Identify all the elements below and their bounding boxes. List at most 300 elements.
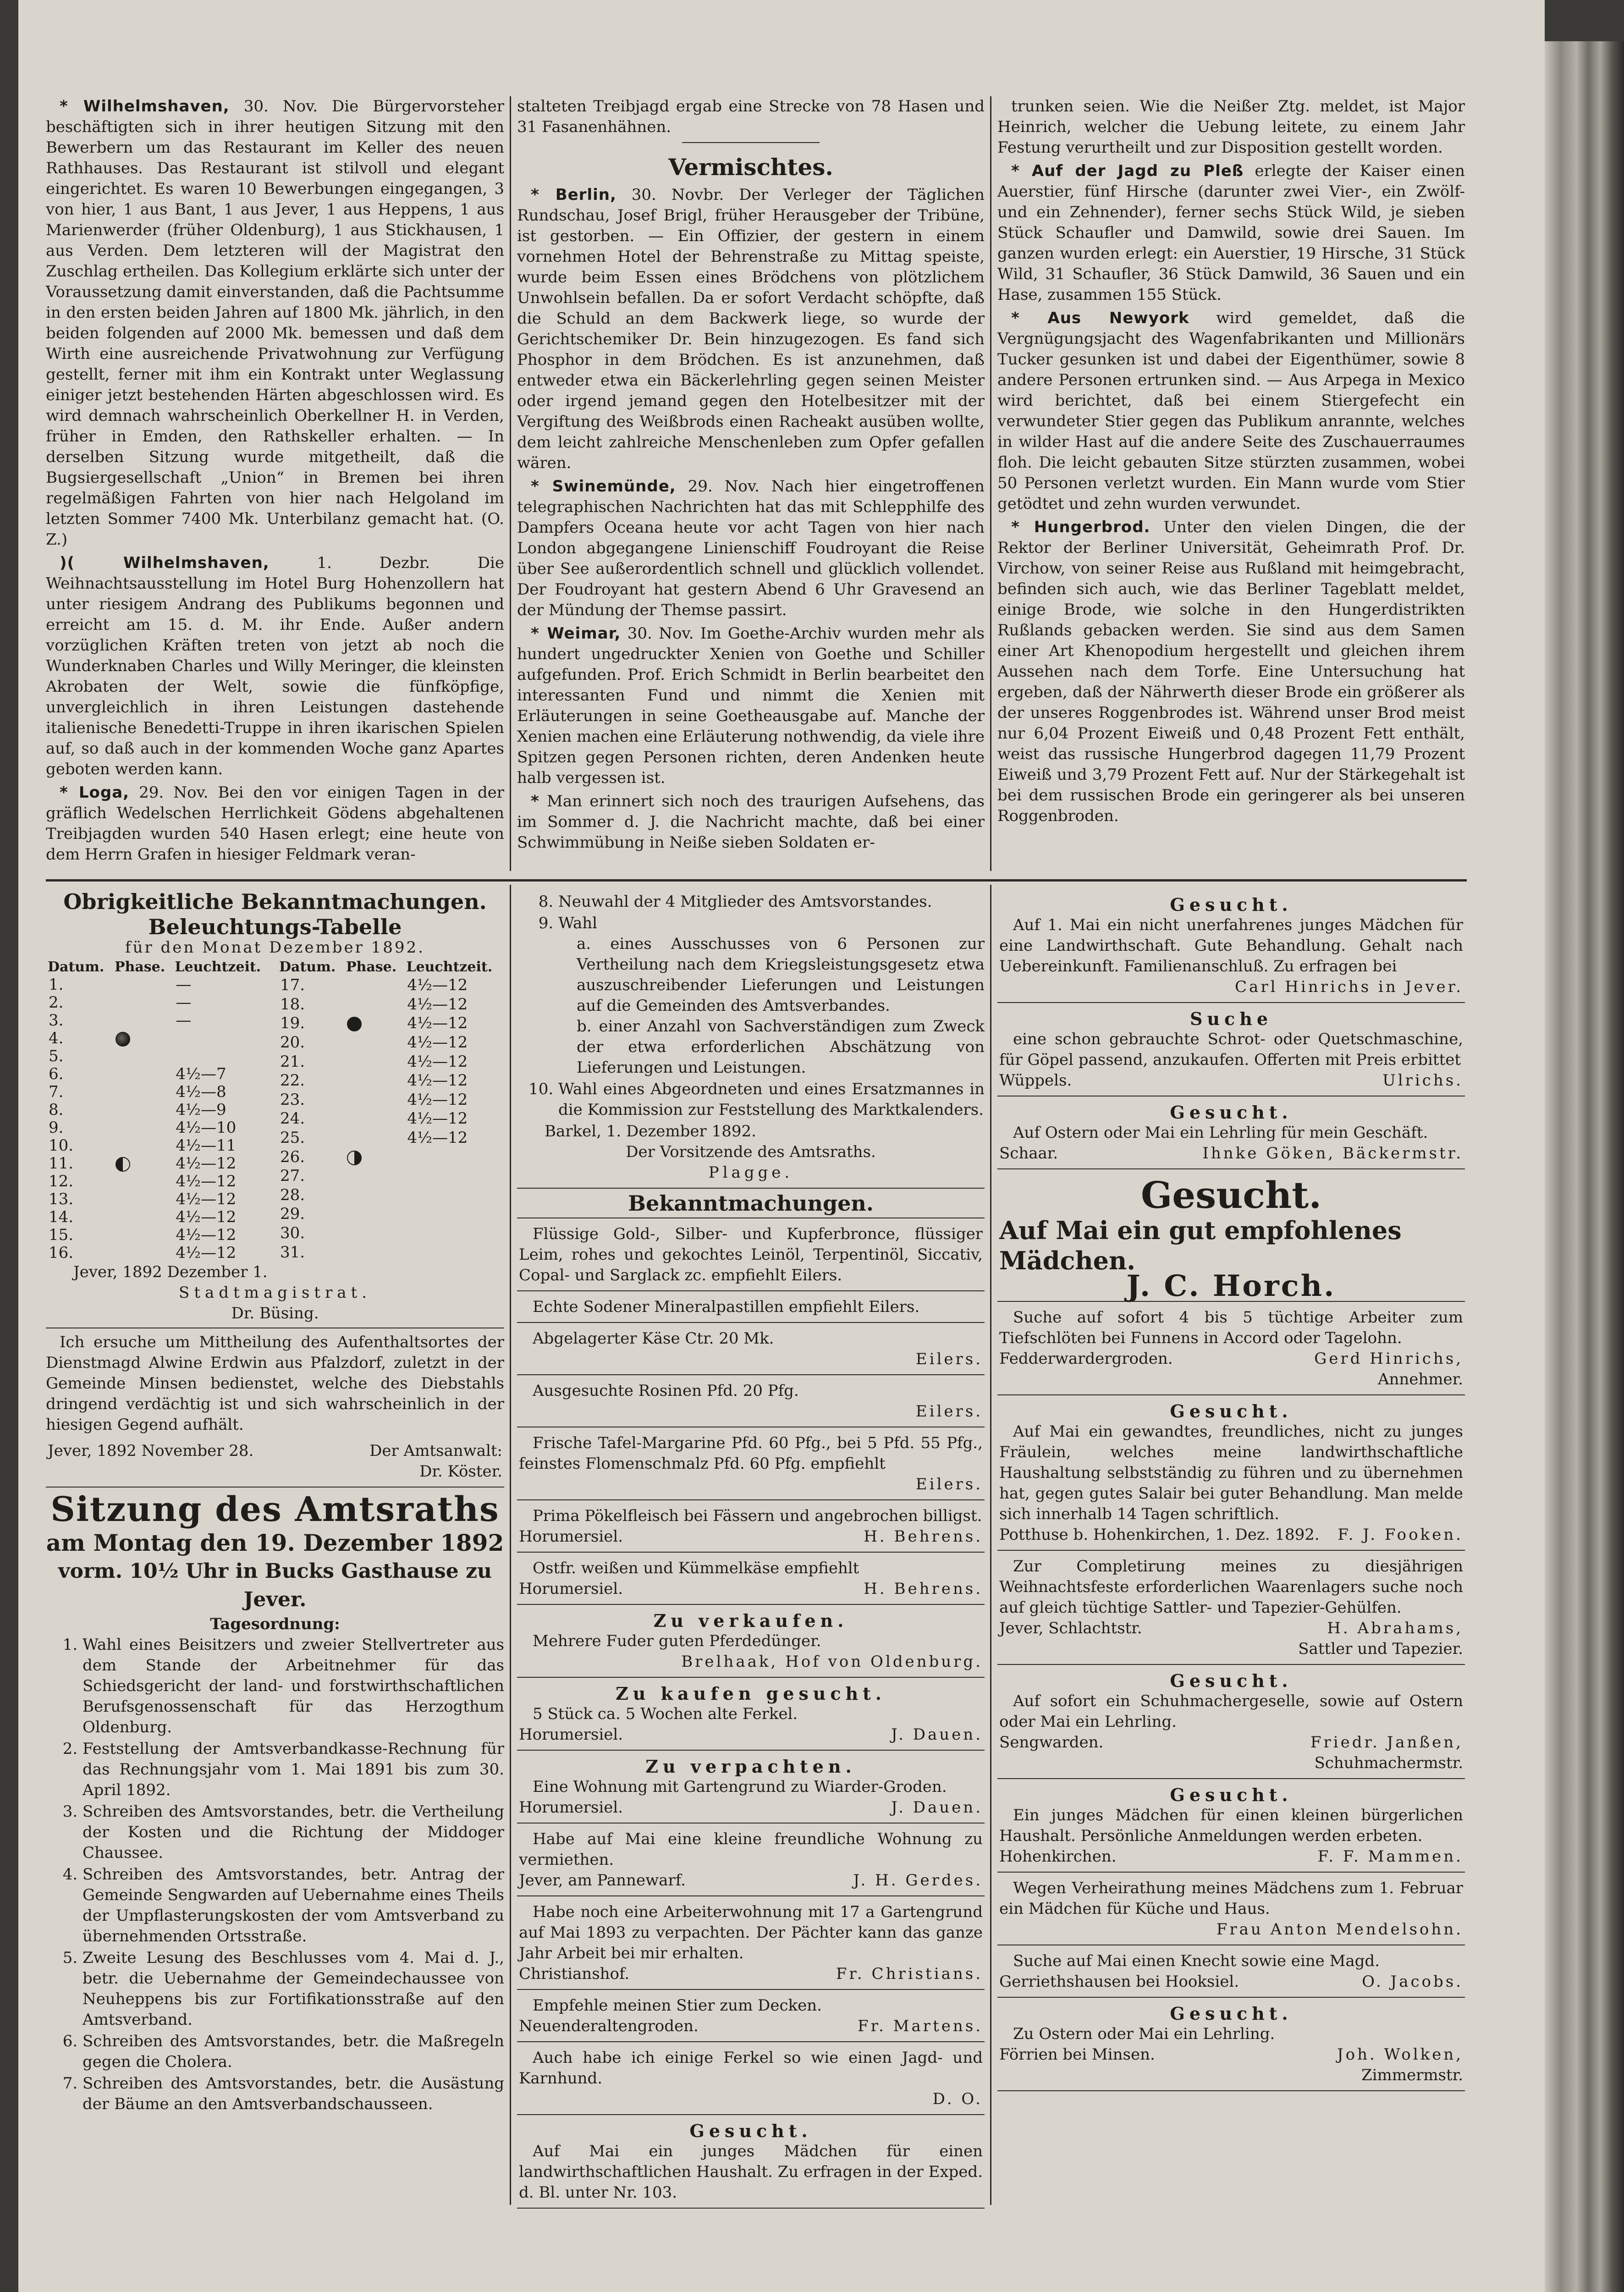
phase-cell xyxy=(344,1147,404,1167)
lighting-time-cell xyxy=(173,1047,273,1065)
lighting-time-cell: 4½—10 xyxy=(176,1118,237,1137)
top-middle-column xyxy=(517,96,985,856)
ad-signature: Fr. Martens. xyxy=(858,2017,983,2035)
wanted-notice: Ich ersuche um Mittheilung des Aufenthaltsortes der Dienstmagd Alwine Erdwin aus Pfalzdorf, zuletzt in der Gemeinde Minsen bedienstet, welche des Diebstahls dringend verdächtig ist und sich wahrscheinlich in der hiesigen Gegend aufhält. xyxy=(46,1333,504,1434)
ad-signature-row xyxy=(519,2016,983,2037)
ad-text: Ein junges Mädchen für einen kleinen bürgerlichen Haushalt. Persönliche Anmeldungen werden erbeten. xyxy=(999,1806,1463,1845)
article-dateline: * Swinemünde, xyxy=(531,477,676,496)
ad-place: Fedderwardergroden. xyxy=(999,1350,1173,1368)
ad-title: Zu verpachten. xyxy=(645,1756,856,1777)
advertisement xyxy=(517,1608,985,1678)
moon-phase-icon xyxy=(347,1151,362,1165)
lighting-table-left xyxy=(46,958,273,1262)
date-cell: 18. xyxy=(280,995,305,1014)
phase-cell xyxy=(344,1205,404,1224)
phase-cell xyxy=(344,1033,404,1052)
phase-cell xyxy=(344,1014,404,1033)
lighting-time-cell xyxy=(404,1224,504,1243)
lighting-time-cell: 4½—9 xyxy=(176,1101,226,1119)
date-cell: 28. xyxy=(280,1185,305,1204)
ad-signature: Fr. Christians. xyxy=(836,1965,983,1983)
table-signature-office: Stadtmagistrat. xyxy=(179,1284,371,1302)
ad-title: Gesucht. xyxy=(1170,1785,1293,1805)
article-dateline: * Aus Newyork xyxy=(1011,309,1189,327)
phase-cell xyxy=(344,1167,404,1186)
advertisement xyxy=(997,1782,1465,1873)
agenda-item: 2. Feststellung der Amtsverbandkasse-Rechnung für das Rechnungsjahr vom 1. Mai 1891 bis zum 30. April 1892. xyxy=(83,1739,504,1801)
lighting-time-cell xyxy=(404,1243,504,1262)
advertisement xyxy=(517,1826,985,1896)
article xyxy=(997,161,1465,305)
lighting-time-cell: 4½—12 xyxy=(407,1014,468,1033)
ad-signature: Frau Anton Mendelsohn. xyxy=(1216,1920,1463,1939)
lighting-time-cell: 4½—12 xyxy=(407,1109,468,1128)
table-row xyxy=(46,976,273,994)
advertisement xyxy=(517,1753,985,1824)
advertisement xyxy=(517,1221,985,1291)
advertisement xyxy=(997,1305,1465,1395)
ad-text: 5 Stück ca. 5 Wochen alte Ferkel. xyxy=(533,1705,798,1723)
table-row xyxy=(46,1101,273,1119)
ad-text: Suche auf sofort 4 bis 5 tüchtige Arbeiter zum Tiefschlöten bei Funnens in Accord oder Tagelohn. xyxy=(999,1308,1463,1347)
article-dateline: * Wilhelmshaven, xyxy=(60,97,230,116)
phase-cell xyxy=(344,995,404,1014)
lighting-time-cell: — xyxy=(176,993,192,1012)
advertisement xyxy=(517,1555,985,1605)
phase-cell xyxy=(344,1091,404,1110)
col-header: Leuchtzeit. xyxy=(175,959,261,975)
amtsrath-sign-office: Der Vorsitzende des Amtsraths. xyxy=(626,1143,876,1161)
lighting-time-cell xyxy=(404,1167,504,1186)
lighting-time-cell xyxy=(404,1147,504,1167)
phase-cell xyxy=(344,1243,404,1262)
phase-cell xyxy=(113,994,173,1012)
ad-text: Auf Mai ein gewandtes, freundliches, nicht zu junges Fräulein, welches meine landwirthschaftliche Haushaltung selbstständig zu führen und zu übernehmen hat, gegen gutes Salair bei guter Behandlung. Man melde sich innerhalb 14 Tagen schriftlich. xyxy=(999,1422,1463,1523)
advertisement xyxy=(997,1099,1465,1169)
lighting-time-cell: 4½—12 xyxy=(176,1226,237,1244)
agenda-label: Tagesordnung: xyxy=(210,1615,340,1633)
ad-signature-row xyxy=(999,1732,1463,1753)
ad-text: Habe noch eine Arbeiterwohnung mit 17 a Gartengrund auf Mai 1893 zu verpachten. Der Pächter kann das ganze Jahr Arbeit bei mir erhalten. xyxy=(519,1903,983,1962)
agenda-item-label: Wahl xyxy=(558,914,598,932)
ad-place: Hohenkirchen. xyxy=(999,1847,1117,1866)
advertisement xyxy=(997,1668,1465,1779)
article-text: 29. Nov. Nach hier eingetroffenen telegraphischen Nachrichten hat das mit Schlepphilfe des Dampfers Oceana heute vor acht Tagen von hier nach London abgegangene Linienschiff Foudroyant die Reise über See außerordentlich schnell und glücklich vollendet. Der Foudroyant hat gestern Abend 6 Uhr Gravesend an der Mündung der Themse passirt. xyxy=(517,477,985,619)
lighting-time-cell: 4½—7 xyxy=(176,1065,226,1083)
lighting-time-cell: 4½—12 xyxy=(176,1208,237,1226)
date-cell: 20. xyxy=(280,1033,305,1052)
table-signature-name: Dr. Büsing. xyxy=(231,1304,319,1322)
ad-signature: Eilers. xyxy=(915,1402,983,1421)
lighting-table-subtitle: für den Monat Dezember 1892. xyxy=(125,938,425,957)
ad-signature-row xyxy=(519,1401,983,1422)
table-row xyxy=(46,1244,273,1262)
table-row xyxy=(46,1173,273,1190)
official-heading: Obrigkeitliche Bekanntmachungen. xyxy=(63,889,487,914)
table-row xyxy=(277,1205,504,1224)
table-row xyxy=(46,1155,273,1173)
ad-signature: Ihnke Göken, Bäckermstr. xyxy=(1202,1144,1463,1163)
table-row xyxy=(277,1129,504,1148)
announcements-heading: Bekanntmachungen. xyxy=(628,1191,874,1216)
ad-text: eine schon gebrauchte Schrot- oder Quetschmaschine, für Göpel passend, anzukaufen. Offerten mit Preis erbittet xyxy=(999,1030,1463,1069)
ad-signature: O. Jacobs. xyxy=(1362,1972,1463,1991)
lighting-time-cell: — xyxy=(176,975,192,994)
ad-place: Förrien bei Minsen. xyxy=(999,2045,1155,2064)
ad-signature-row xyxy=(519,1725,983,1745)
advertisement xyxy=(517,1294,985,1323)
table-row xyxy=(46,1065,273,1083)
ad-signature: Brelhaak, Hof von Oldenburg. xyxy=(681,1653,983,1671)
ad-signature: Eilers. xyxy=(915,1475,983,1493)
moon-phase-icon xyxy=(116,1032,130,1047)
date-cell: 22. xyxy=(280,1071,305,1090)
newspaper-page xyxy=(18,0,1545,2292)
phase-cell xyxy=(113,1244,173,1262)
agenda-item: 6. Schreiben des Amtsvorstandes, betr. die Maßregeln gegen die Cholera. xyxy=(83,2031,504,2072)
phase-cell xyxy=(113,1083,173,1101)
advertisement xyxy=(997,1398,1465,1551)
ad-signature-row xyxy=(999,1846,1463,1867)
table-row xyxy=(277,1014,504,1033)
ad-title: Suche xyxy=(1189,1008,1272,1029)
date-cell: 9. xyxy=(49,1118,64,1137)
article-dateline: * Loga, xyxy=(60,783,130,802)
ad-signature: H. Behrens. xyxy=(864,1527,983,1546)
advertisement xyxy=(517,1430,985,1500)
article-text: 30. Nov. Die Bürgervorsteher beschäftigten sich in ihrer heutigen Sitzung mit den Bewerbern um das Restaurant im Keller des neuen Rathhauses. Das Restaurant ist stilvoll und elegant eingerichtet. Es waren 10 Bewerbungen eingegangen, 3 von hier, 1 aus Bant, 1 aus Jever, 1 aus Heppens, 1 aus Marienwerder (früher Oldenburg), 1 aus Stickhausen, 1 aus Verden. Dem letzteren will der Magistrat den Zuschlag ertheilen. Das Kollegium erklärte sich unter der Voraussetzung damit einverstanden, daß die Pachtsumme in den ersten beiden Jahren auf 1800 Mk. jährlich, in den beiden folgenden auf 2000 Mk. bemessen und daß dem Wirth eine ausreichende Privatwohnung zur Verfügung gestellt, ferner mit ihm ein Kontrakt unter Weglassung einiger jetzt bestehenden Härten abgeschlossen wird. Es wird demnach wahrscheinlich Oberkellner H. in Verden, früher in Emden, den Rathskeller erhalten. — In derselben Sitzung wurde mitgetheilt, daß die Bugsiergesellschaft „Union“ in Bremen bei ihren regelmäßigen Fahrten von hier nach Helgoland im letzten Sommer 7400 Mk. Unterbilanz gemacht hat. (O. Z.) xyxy=(46,97,504,549)
article xyxy=(46,553,504,780)
lighting-time-cell: 4½—12 xyxy=(407,1129,468,1147)
table-row xyxy=(277,995,504,1014)
article xyxy=(46,782,504,865)
advertisement xyxy=(997,1875,1465,1945)
table-row xyxy=(46,1119,273,1137)
ad-signature-row xyxy=(999,1525,1463,1545)
ad-signature-row xyxy=(519,1797,983,1818)
classified-ads-column xyxy=(997,892,1465,2094)
date-cell: 24. xyxy=(280,1109,305,1128)
advertisement xyxy=(517,1993,985,2042)
ad-title: Zu kaufen gesucht. xyxy=(616,1683,886,1704)
date-cell: 3. xyxy=(49,1011,64,1030)
date-cell: 13. xyxy=(49,1190,74,1208)
notice-place-date: Jever, 1892 November 28. xyxy=(48,1442,254,1460)
lighting-time-cell xyxy=(404,1205,504,1224)
ad-title: Gesucht. xyxy=(1170,2003,1293,2024)
ad-text: Auf Ostern oder Mai ein Lehrling für mein Geschäft. xyxy=(1013,1124,1428,1142)
ad-text: Auf Mai ein gut empfohlenes Mädchen. xyxy=(999,1216,1402,1275)
date-cell: 8. xyxy=(49,1101,64,1119)
table-row xyxy=(277,1091,504,1110)
phase-cell xyxy=(113,976,173,994)
table-row xyxy=(277,1052,504,1071)
ad-place: Horumersiel. xyxy=(519,1725,623,1744)
phase-cell xyxy=(113,1226,173,1244)
ad-place: Horumersiel. xyxy=(519,1580,623,1598)
table-row xyxy=(46,1190,273,1208)
agenda-item: 4. Schreiben des Amtsvorstandes, betr. Antrag der Gemeinde Sengwarden auf Uebernahme eines Theils der Umpflasterungskosten der vom Amtsverband zu übernehmenden Ortsstraße. xyxy=(83,1864,504,1947)
date-cell: 10. xyxy=(49,1136,74,1155)
ad-signature: F. F. Mammen. xyxy=(1317,1847,1463,1866)
column-divider xyxy=(510,885,511,2205)
table-row xyxy=(277,1243,504,1262)
phase-cell xyxy=(344,976,404,995)
ad-advertiser: J. C. Horch. xyxy=(1126,1269,1336,1303)
table-row xyxy=(277,1224,504,1243)
table-row xyxy=(46,1030,273,1047)
agenda-subitem: a. eines Ausschusses von 6 Personen zur Vertheilung nach dem Kriegsleistungsgesetz etwa auszuschreibender Lieferungen und Leistungen auf die Gemeinden des Amtsverbandes. xyxy=(577,935,985,1015)
ad-title: Gesucht. xyxy=(1170,1102,1293,1123)
table-row xyxy=(277,1186,504,1205)
ad-place: Potthuse b. Hohenkirchen, 1. Dez. 1892. xyxy=(999,1526,1320,1544)
agenda-item: 3. Schreiben des Amtsvorstandes, betr. die Vertheilung der Kosten und die Richtung der Middoger Chaussee. xyxy=(83,1802,504,1863)
table-row xyxy=(277,976,504,995)
ad-signature-row xyxy=(999,1972,1463,1992)
table-row xyxy=(46,1047,273,1065)
date-cell: 4. xyxy=(49,1029,64,1047)
ad-text: Prima Pökelfleisch bei Fässern und angebrochen billigst. xyxy=(533,1507,982,1525)
table-row xyxy=(46,1137,273,1155)
ad-place: Jever, Schlachtstr. xyxy=(999,1619,1142,1637)
ad-title: Zu verkaufen. xyxy=(653,1610,848,1631)
phase-cell xyxy=(113,1190,173,1208)
column-divider xyxy=(990,885,991,2205)
ad-text: Habe auf Mai eine kleine freundliche Wohnung zu vermiethen. xyxy=(519,1830,983,1869)
ad-text: Abgelagerter Käse Ctr. 20 Mk. xyxy=(533,1329,774,1348)
ad-signature: Joh. Wolken, xyxy=(1337,2045,1463,2064)
phase-cell xyxy=(344,1224,404,1243)
advertisement xyxy=(997,2000,1465,2091)
ad-signature-row xyxy=(999,2044,1463,2065)
table-row xyxy=(46,994,273,1012)
ad-signature: F. J. Fooken. xyxy=(1338,1526,1463,1544)
advertisement xyxy=(517,1899,985,1990)
table-row xyxy=(277,1109,504,1129)
ad-text: Auch habe ich einige Ferkel so wie einen Jagd- und Karnhund. xyxy=(519,2049,983,2088)
advertisement xyxy=(517,1503,985,1553)
ad-signature-row xyxy=(999,1070,1463,1091)
date-cell: 1. xyxy=(49,975,64,994)
ad-place: Christianshof. xyxy=(519,1965,630,1983)
table-row xyxy=(46,1226,273,1244)
advertisement xyxy=(517,1378,985,1427)
agenda-item xyxy=(558,913,985,1078)
phase-cell xyxy=(344,1186,404,1205)
top-left-column xyxy=(46,96,504,868)
lighting-time-cell: 4½—11 xyxy=(176,1136,237,1155)
ad-text: Zur Completirung meines zu diesjährigen Weihnachtsfeste erforderlichen Waarenlagers suche noch auf gleich tüchtige Sattler- und Tapezier-Gehülfen. xyxy=(999,1557,1463,1617)
article-text: 29. Nov. Bei den vor einigen Tagen in der gräflich Wedelschen Herrlichkeit Gödens abgehaltenen Treibjagden wurden 540 Hasen erlegt; eine heute von dem Herrn Grafen in hiesiger Feldmark veran- xyxy=(46,783,504,864)
lighting-time-cell: 4½—12 xyxy=(407,976,468,995)
ad-text: Ausgesuchte Rosinen Pfd. 20 Pfg. xyxy=(533,1382,799,1400)
phase-cell xyxy=(113,1208,173,1226)
ad-signature: Eilers. xyxy=(915,1350,983,1368)
ad-title: Gesucht. xyxy=(1170,1401,1293,1421)
article xyxy=(997,517,1465,826)
column-divider xyxy=(990,96,991,871)
phase-cell xyxy=(113,1030,173,1047)
ad-signature-row xyxy=(519,1526,983,1547)
lighting-table-title: Beleuchtungs-Tabelle xyxy=(148,915,402,939)
continuation-text: stalteten Treibjagd ergab eine Strecke von 78 Hasen und 31 Fasanenhähnen. xyxy=(517,97,985,136)
article-text: 30. Nov. Im Goethe-Archiv wurden mehr als hundert ungedruckter Xenien von Goethe und Schiller aufgefunden. Prof. Erich Schmidt in Berlin bearbeitet den interessanten Fund und nimmt die Xenien mit Erläuterungen in seine Goetheausgabe auf. Manche der Xenien machen eine Erläuterung nothwendig, da viele ihre Spitzen gegen Personen richten, deren Andenken heute halb vergessen ist. xyxy=(517,624,985,787)
date-cell: 14. xyxy=(49,1208,74,1226)
ad-place: Wüppels. xyxy=(999,1071,1072,1090)
date-cell: 30. xyxy=(280,1224,305,1243)
article-dateline: * Auf der Jagd zu Pleß xyxy=(1011,162,1244,180)
ad-signature: D. O. xyxy=(932,2090,983,2108)
section-divider xyxy=(46,879,1467,882)
ad-place: Horumersiel. xyxy=(519,1527,623,1546)
ad-place: Horumersiel. xyxy=(519,1798,623,1817)
article xyxy=(517,185,985,474)
table-row xyxy=(277,1147,504,1167)
ad-signature-row xyxy=(519,1579,983,1599)
ad-text: Frische Tafel-Margarine Pfd. 60 Pfg., bei 5 Pfd. 55 Pfg., feinstes Flomenschmalz Pfd. 60 Pfg. empfiehlt xyxy=(519,1434,983,1473)
ad-signature-row xyxy=(999,1143,1463,1164)
phase-cell xyxy=(113,1101,173,1119)
lighting-time-cell: 4½—12 xyxy=(176,1154,237,1173)
ad-text: Zu Ostern oder Mai ein Lehrling. xyxy=(1013,2025,1275,2043)
table-row xyxy=(46,1083,273,1101)
phase-cell xyxy=(113,1119,173,1137)
advertisement xyxy=(997,892,1465,1003)
lighting-time-cell: 4½—8 xyxy=(176,1083,226,1101)
date-cell: 17. xyxy=(280,976,305,995)
advertisement xyxy=(517,2118,985,2209)
agenda-item: 8. Neuwahl der 4 Mitglieder des Amtsvorstandes. xyxy=(558,892,985,912)
ad-text: Eine Wohnung mit Gartengrund zu Wiarder-Groden. xyxy=(533,1778,947,1796)
phase-cell xyxy=(113,1155,173,1173)
agenda-item: 7. Schreiben des Amtsvorstandes, betr. die Ausästung der Bäume an den Amtsverbandschausseen. xyxy=(83,2073,504,2115)
ad-signature-title: Sattler und Tapezier. xyxy=(1298,1640,1463,1658)
date-cell: 21. xyxy=(280,1052,305,1071)
amtsrath-title: Sitzung des Amtsraths xyxy=(50,1490,500,1529)
advertisement xyxy=(997,1172,1465,1302)
ad-text: Auf 1. Mai ein nicht unerfahrenes junges Mädchen für eine Landwirthschaft. Gute Behandlung. Gehalt nach Uebereinkunft. Familienanschluß. Zu erfragen bei xyxy=(999,916,1463,975)
left-gutter xyxy=(0,0,18,2292)
article xyxy=(517,476,985,621)
ad-signature: J. Dauen. xyxy=(891,1798,983,1817)
ad-place: Jever, am Pannewarf. xyxy=(519,1871,686,1890)
article-text: Man erinnert sich noch des traurigen Aufsehens, das im Sommer d. J. die Nachricht machte, daß bei einer Schwimmübung in Neiße sieben Soldaten er- xyxy=(517,792,985,852)
lighting-time-cell: 4½—12 xyxy=(407,1033,468,1052)
ad-signature: Carl Hinrichs in Jever. xyxy=(1235,978,1463,996)
vermischtes-heading: Vermischtes. xyxy=(668,154,833,181)
date-cell: 2. xyxy=(49,993,64,1012)
moon-phase-icon xyxy=(116,1157,130,1172)
date-cell: 15. xyxy=(49,1226,74,1244)
agenda-subitem: b. einer Anzahl von Sachverständigen zum Zweck der etwa erforderlichen Abschätzung von Lieferungen und Leistungen. xyxy=(577,1017,985,1077)
article-dateline: )( Wilhelmshaven, xyxy=(60,554,270,572)
table-signature-place: Jever, 1892 Dezember 1. xyxy=(73,1263,268,1281)
notice-office: Der Amtsanwalt: xyxy=(369,1442,502,1460)
article-dateline: * Berlin, xyxy=(531,186,617,204)
lighting-time-cell: 4½—12 xyxy=(407,995,468,1014)
article-text: Unter den vielen Dingen, die der Rektor der Berliner Universität, Geheimrath Prof. Dr. Virchow, von seiner Reise aus Rußland mit heimgebracht, befinden sich auch, wie das Berliner Tageblatt meldet, einige Brode, wie solche in den Hungerdistrikten Rußlands gebacken werden. Sie sind aus dem Samen einer Art Khenopodium hergestellt und gleichen ihrem Aussehen nach dem Torfe. Eine Untersuchung hat ergeben, daß der Nährwerth dieser Brode ein größerer als der unseres Roggenbrodes ist. Während unser Brod meist nur 6,04 Prozent Eiweiß und 0,48 Prozent Fett enthält, weist das russische Hungerbrod dagegen 11,79 Prozent Eiweiß und 3,79 Prozent Fett auf. Nur der Stärkegehalt ist bei dem russischen Brode ein geringerer als bei unseren Roggenbroden. xyxy=(997,518,1465,825)
date-cell: 23. xyxy=(280,1090,305,1109)
ad-text: Auf sofort ein Schuhmachergeselle, sowie auf Ostern oder Mai ein Lehrling. xyxy=(999,1692,1463,1731)
date-cell: 7. xyxy=(49,1083,64,1101)
ad-signature-row xyxy=(999,1919,1463,1940)
amtsrath-time-place: vorm. 10½ Uhr in Bucks Gasthause zu Jever. xyxy=(58,1559,492,1611)
date-cell: 27. xyxy=(280,1167,305,1185)
ad-text: Suche auf Mai einen Knecht sowie eine Magd. xyxy=(1013,1952,1380,1970)
lighting-time-cell: — xyxy=(176,1011,192,1030)
ad-signature: J. Dauen. xyxy=(891,1725,983,1744)
ad-title: Gesucht. xyxy=(1170,1670,1293,1691)
official-notices-column xyxy=(46,889,504,2116)
ad-title: Gesucht. xyxy=(1170,894,1293,915)
ad-signature: Ulrichs. xyxy=(1382,1071,1463,1090)
table-row xyxy=(277,1167,504,1186)
ad-signature-row xyxy=(519,1474,983,1495)
lighting-time-cell: 4½—12 xyxy=(176,1172,237,1190)
lighting-time-cell: 4½—12 xyxy=(407,1090,468,1109)
phase-cell xyxy=(113,1047,173,1065)
ad-place: Sengwarden. xyxy=(999,1733,1104,1752)
ad-text: Echte Sodener Mineralpastillen empfiehlt Eilers. xyxy=(533,1298,920,1316)
ad-signature: Friedr. Janßen, xyxy=(1310,1733,1463,1752)
ad-signature-row xyxy=(519,1349,983,1370)
ad-signature-row xyxy=(999,1349,1463,1369)
amtsrath-sign-place: Barkel, 1. Dezember 1892. xyxy=(545,1122,756,1140)
ad-big-title: Gesucht. xyxy=(1140,1174,1322,1217)
ad-signature: H. Behrens. xyxy=(864,1580,983,1598)
advertisement xyxy=(517,2045,985,2115)
agenda-item: 10. Wahl eines Abgeordneten und eines Ersatzmannes in die Kommission zur Feststellung des Marktkalenders. xyxy=(558,1079,985,1120)
phase-cell xyxy=(113,1012,173,1030)
ad-signature-title: Zimmermstr. xyxy=(1361,2066,1463,2084)
table-row xyxy=(277,1071,504,1091)
col-header: Leuchtzeit. xyxy=(406,959,493,975)
agenda-item: 1. Wahl eines Beisitzers und zweier Stellvertreter aus dem Stande der Arbeitnehmer für das Schiedsgericht der land- und forstwirthschaftlichen Berufsgenossenschaft für das Herzogthum Oldenburg. xyxy=(83,1635,504,1738)
notice-name: Dr. Köster. xyxy=(419,1462,502,1481)
article-dateline: * Weimar, xyxy=(531,624,621,643)
date-cell: 6. xyxy=(49,1065,64,1083)
ad-signature-row xyxy=(519,1964,983,1984)
divider xyxy=(517,1188,985,1189)
date-cell: 29. xyxy=(280,1205,305,1223)
col-header: Datum. xyxy=(48,959,105,975)
ad-signature-row xyxy=(999,1618,1463,1639)
article-dateline: * xyxy=(531,792,539,810)
date-cell: 26. xyxy=(280,1147,305,1166)
table-row xyxy=(46,1208,273,1226)
lighting-time-cell xyxy=(404,1186,504,1205)
ad-title: Gesucht. xyxy=(689,2121,812,2141)
phase-cell xyxy=(344,1052,404,1071)
advertisement xyxy=(997,1948,1465,1998)
ad-text: Wegen Verheirathung meines Mädchens zum 1. Februar ein Mädchen für Küche und Haus. xyxy=(999,1879,1463,1918)
date-cell: 19. xyxy=(280,1014,305,1033)
page-edges xyxy=(1545,0,1624,2292)
lighting-table-right xyxy=(277,958,504,1262)
top-right-column xyxy=(997,96,1465,829)
col-header: Phase. xyxy=(114,959,165,975)
amtsrath-sign-name: Plagge. xyxy=(708,1163,793,1182)
col-header: Datum. xyxy=(279,959,336,975)
article xyxy=(997,96,1465,158)
date-cell: 12. xyxy=(49,1172,74,1190)
date-cell: 5. xyxy=(49,1047,64,1065)
advertisement xyxy=(997,1006,1465,1096)
article xyxy=(46,96,504,550)
ad-place: Neuenderaltengroden. xyxy=(519,2017,699,2035)
agenda-list xyxy=(46,1635,504,2115)
ad-signature-row xyxy=(519,2089,983,2110)
